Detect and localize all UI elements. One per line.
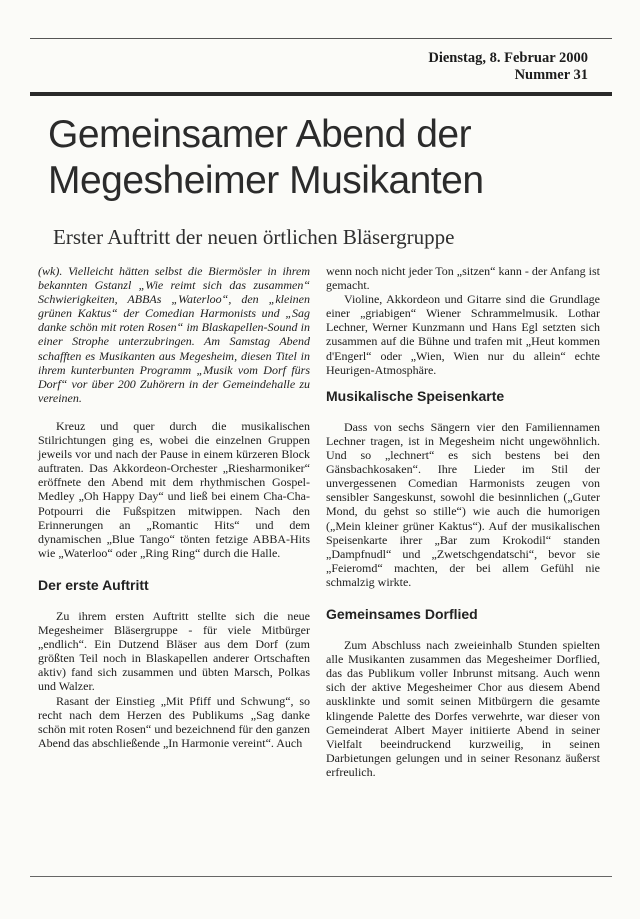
body-paragraph: Zum Abschluss nach zweieinhalb Stunden spielten alle Musikanten zusammen das Megesheimer Dorflied, das das Publikum voller Inbrunst mitsang. Auch wenn sich der aktive Megesheimer Chor aus diesem Abend ausklinkte und somit seinen Mitbürgern die gesamte klingende Palette des Dorfes verwehrte, war dieser von Gemeinderat Albert Mayer initiierte Abend in seiner Vielfalt beeindruckend kurzweilig, in seinen Darbietungen gelungen und in seiner Resonanz äußerst erfreulich.	[326, 638, 600, 779]
body-paragraph: Zu ihrem ersten Auftritt stellte sich die neue Megesheimer Bläsergruppe - für viele Mitbürger „endlich“. Ein Dutzend Bläser aus dem Dorf (zum größten Teil noch in Blaskapellen anderer Ortschaften aktiv) fand sich zusammen und übten Marsch, Polkas und Walzer.	[38, 608, 310, 694]
dateline-rule	[30, 92, 612, 96]
section-heading: Der erste Auftritt	[38, 576, 149, 593]
dateline	[428, 50, 588, 84]
body-paragraph: Kreuz und quer durch die musikalischen Stilrichtungen ging es, wobei die einzelnen Gruppen jeweils vor und nach der Pause in einem kürzeren Block auftraten. Das Akkordeon-Orchester „Riesharmoniker“ eröffnete den Abend mit dem rhythmischen Gospel-Medley „Oh Happy Day“ und ließ bei einem Cha-Cha-Potpourri die Fußspitzen mitwippen. Nach den Erinnerungen an „Romantic Hits“ und dem dynamischen „Blue Tango“ tönten fetzige ABBA-Hits wie „Waterloo“ oder „Ring Ring“ durch die Halle.	[38, 418, 310, 560]
section-heading: Gemeinsames Dorflied	[326, 605, 478, 622]
body-paragraph: Dass von sechs Sängern vier den Familiennamen Lechner tragen, ist in Megesheim nicht ungewöhnlich. Und so „lechnert“ es sich bestens bei den Gänsbachkosaken“. Ihre Lieder im Stil der unvergessenen Comedian Harmonists zeugen von sensibler Sangeskunst, sowohl die besinnlichen („Guter Mond, du gehst so stille“) wie auch die humorigen („Mein kleiner grüner Kaktus“). Auf der musikalischen Speisenkarte ihrer „Bar zum Krokodil“ standen „Dampfnudl“ und „Zwetschgendatschi“, bevor sie „Feieromd“ machten, der bei allem Gefühl nie schmalzig wirkte.	[326, 419, 600, 589]
headline-line-2: Megesheimer Musikanten	[48, 159, 484, 202]
article-column-left	[38, 264, 310, 750]
issue-date: Dienstag, 8. Februar 2000	[428, 50, 588, 66]
lead-paragraph: (wk). Vielleicht hätten selbst die Biermösler in ihrem bekannten Gstanzl „Wie reimt sich das zusammen“ Schwierigkeiten, ABBAs „Waterloo“, den „kleinen grünen Kaktus“ der Comedian Harmonists und „Sag danke schön mit roten Rosen“ im Blaskapellen-Sound in einer Strophe unterzubringen. Am Samstag Abend schafften es Musikanten aus Megesheim, diesen Titel in ihrem kunterbunten Programm „Musik vom Dorf fürs Dorf“ vor über 200 Zuhörern in der Gemeindehalle zu vereinen.	[38, 264, 310, 405]
body-paragraph: Violine, Akkordeon und Gitarre sind die Grundlage einer „griabigen“ Wiener Schrammelmusik. Lothar Lechner, Werner Kunzmann und Hans Egl setzten sich zusammen auf die Bühne und trafen mit „Heut kommen d'Engerl“ oder „Wien, Wien nur du allein“ echte Heurigen-Atmosphäre.	[326, 292, 600, 377]
bottom-rule	[30, 876, 612, 877]
top-rule	[30, 38, 612, 39]
body-paragraph: Rasant der Einstieg „Mit Pfiff und Schwung“, so recht nach dem Herzen des Publikums „Sag danke schön mit roten Rosen“ und bezeichnend für den ganzen Abend das abschließende „In Harmonie vereint“. Auch	[38, 693, 310, 750]
article-column-right	[326, 264, 600, 779]
subheadline: Erster Auftritt der neuen örtlichen Bläsergruppe	[53, 225, 455, 249]
body-paragraph: wenn noch nicht jeder Ton „sitzen“ kann - der Anfang ist gemacht.	[326, 264, 600, 293]
issue-number: Nummer 31	[514, 67, 588, 83]
headline-line-1: Gemeinsamer Abend der	[48, 113, 472, 156]
headline	[48, 112, 608, 204]
section-heading: Musikalische Speisenkarte	[326, 387, 505, 404]
